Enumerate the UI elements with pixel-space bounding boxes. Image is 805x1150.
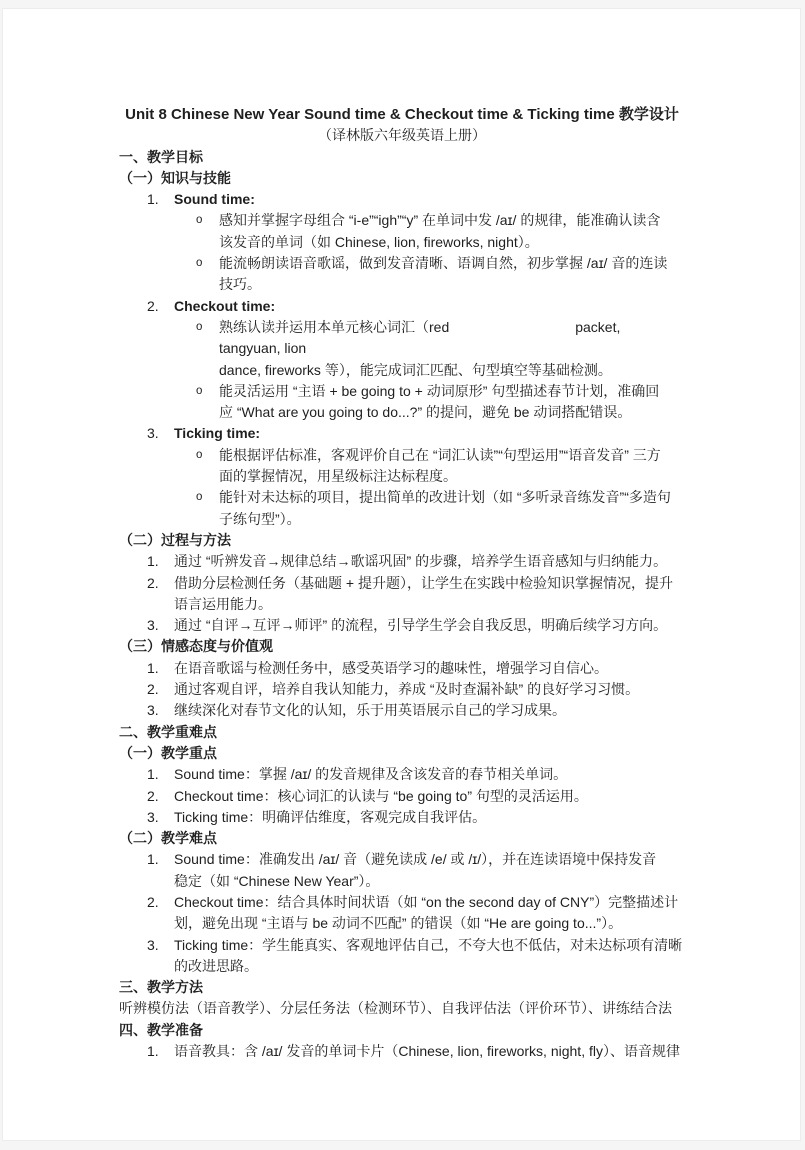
bullet-list-item	[119, 210, 685, 253]
list-number: 1.	[147, 191, 159, 208]
text-line: 通过 “听辨发音→规律总结→歌谣巩固” 的步骤，培养学生语音感知与归纳能力。	[174, 553, 668, 570]
text-line: 划，避免出现 “主语与 be 动词不匹配” 的错误（如 “He are going to...”）。	[174, 915, 623, 932]
list-number: 2.	[147, 574, 159, 591]
text-line: 借助分层检测任务（基础题 + 提升题），让学生在实践中检验知识掌握情况，提升	[174, 574, 673, 591]
text-lines	[174, 679, 685, 700]
text-line: dance, fireworks 等），能完成词汇匹配、句型填空等基础检测。	[219, 361, 612, 378]
subsection-heading	[119, 636, 685, 657]
text-line: （一）教学重点	[119, 744, 217, 761]
text-lines	[174, 658, 685, 679]
doc-title	[119, 104, 685, 125]
text-line: 一、教学目标	[119, 148, 203, 165]
numbered-list-item	[119, 296, 685, 317]
subsection-heading	[119, 743, 685, 764]
text-line: 该发音的单词（如 Chinese, lion, fireworks, night）。	[219, 233, 539, 250]
subsection-heading	[119, 530, 685, 551]
list-number: 1.	[147, 851, 159, 868]
text-line: 三、教学方法	[119, 979, 203, 996]
numbered-list-item	[119, 700, 685, 721]
numbered-list-item	[119, 786, 685, 807]
numbered-list-item	[119, 573, 685, 616]
bullet-icon: o	[196, 257, 203, 270]
text-line: 听辨模仿法（语音教学）、分层任务法（检测环节）、自我评估法（评价环节）、讲练结合法	[119, 1000, 672, 1017]
section-heading	[119, 1020, 685, 1041]
list-number: 1.	[147, 659, 159, 676]
text-lines	[119, 168, 685, 189]
numbered-list-item	[119, 764, 685, 785]
numbered-list-item	[119, 551, 685, 572]
text-lines	[119, 147, 685, 168]
text-lines	[119, 530, 685, 551]
subsection-heading	[119, 828, 685, 849]
text-line: （二）过程与方法	[119, 531, 231, 548]
text-line: 熟练认读并运用本单元核心词汇（red packet, tangyuan, lion	[219, 318, 625, 357]
list-number: 1.	[147, 766, 159, 783]
text-lines	[119, 1020, 685, 1041]
list-number: 1.	[147, 1043, 159, 1060]
text-lines	[119, 977, 685, 998]
numbered-list-item	[119, 615, 685, 636]
text-line: Ticking time：明确评估维度，客观完成自我评估。	[174, 808, 487, 825]
text-line: Sound time:	[174, 191, 255, 208]
text-line: 能流畅朗读语音歌谣，做到发音清晰、语调自然，初步掌握 /aɪ/ 音的连读	[219, 255, 668, 272]
list-number: 2.	[147, 297, 159, 314]
bullet-icon: o	[196, 491, 203, 504]
text-lines	[174, 615, 685, 636]
list-number: 3.	[147, 702, 159, 719]
text-line: Ticking time：学生能真实、客观地评估自己，不夸大也不低估，对未达标项有清晰	[174, 936, 683, 953]
text-line: 语言运用能力。	[174, 595, 272, 612]
text-lines	[219, 381, 685, 424]
text-line: 技巧。	[219, 276, 261, 293]
text-line: 四、教学准备	[119, 1021, 203, 1038]
numbered-list-item	[119, 658, 685, 679]
text-line: 面的掌握情况，用星级标注达标程度。	[219, 468, 457, 485]
list-number: 3.	[147, 425, 159, 442]
numbered-list-item	[119, 807, 685, 828]
text-lines	[219, 253, 685, 296]
numbered-list-item	[119, 423, 685, 444]
numbered-list-item	[119, 1041, 685, 1062]
numbered-list-item	[119, 679, 685, 700]
text-line: （三）情感态度与价值观	[119, 638, 273, 655]
document-page	[2, 8, 801, 1141]
bullet-list-item	[119, 487, 685, 530]
text-lines	[174, 892, 685, 935]
text-lines	[119, 636, 685, 657]
subsection-heading	[119, 168, 685, 189]
text-line: 语音教具：含 /aɪ/ 发音的单词卡片（Chinese, lion, fireworks, night, fly）、语音规律	[174, 1043, 680, 1060]
section-heading	[119, 977, 685, 998]
text-line: （一）知识与技能	[119, 169, 231, 186]
bullet-icon: o	[196, 214, 203, 227]
text-lines	[174, 786, 685, 807]
numbered-list-item	[119, 189, 685, 210]
text-lines	[174, 700, 685, 721]
text-lines	[174, 573, 685, 616]
text-lines	[119, 722, 685, 743]
list-number: 2.	[147, 787, 159, 804]
text-line: 感知并掌握字母组合 “i-e”“igh”“y” 在单词中发 /aɪ/ 的规律，能准确认读含	[219, 212, 661, 229]
bullet-icon: o	[196, 384, 203, 397]
text-line: 通过客观自评，培养自我认知能力，养成 “及时查漏补缺” 的良好学习习惯。	[174, 681, 640, 698]
text-line: Ticking time:	[174, 425, 261, 442]
text-lines	[219, 210, 685, 253]
text-line: Checkout time：结合具体时间状语（如 “on the second day of CNY”）完整描述计	[174, 893, 679, 910]
bullet-list-item	[119, 381, 685, 424]
text-lines	[119, 828, 685, 849]
text-lines	[174, 935, 685, 978]
numbered-list-item	[119, 892, 685, 935]
text-lines	[119, 998, 685, 1019]
list-number: 3.	[147, 808, 159, 825]
text-lines	[219, 445, 685, 488]
bullet-list-item	[119, 445, 685, 488]
text-line: 在语音歌谣与检测任务中，感受英语学习的趣味性，增强学习自信心。	[174, 659, 608, 676]
bullet-list-item	[119, 253, 685, 296]
text-line: 能根据评估标准，客观评价自己在 “词汇认读”“句型运用”“语音发音” 三方	[219, 446, 661, 463]
list-number: 2.	[147, 681, 159, 698]
text-lines	[174, 189, 685, 210]
section-heading	[119, 147, 685, 168]
numbered-list-item	[119, 849, 685, 892]
text-lines	[174, 296, 685, 317]
text-line: （二）教学难点	[119, 830, 217, 847]
text-lines	[174, 807, 685, 828]
text-lines	[119, 743, 685, 764]
document-content	[3, 9, 800, 1062]
text-lines	[174, 551, 685, 572]
text-line: 稳定（如 “Chinese New Year”）。	[174, 872, 380, 889]
text-line: 的改进思路。	[174, 957, 258, 974]
text-line: 继续深化对春节文化的认知，乐于用英语展示自己的学习成果。	[174, 702, 566, 719]
text-line: 应 “What are you going to do...?” 的提问，避免 be 动词搭配错误。	[219, 404, 632, 421]
list-number: 3.	[147, 617, 159, 634]
numbered-list-item	[119, 935, 685, 978]
text-line: Sound time：掌握 /aɪ/ 的发音规律及含该发音的春节相关单词。	[174, 766, 568, 783]
doc-subtitle	[119, 125, 685, 146]
text-lines	[219, 487, 685, 530]
text-line: Checkout time：核心词汇的认读与 “be going to” 句型的灵活运用。	[174, 787, 588, 804]
paragraph	[119, 998, 685, 1019]
text-line: 通过 “自评→互评→师评” 的流程，引导学生学会自我反思，明确后续学习方向。	[174, 617, 668, 634]
text-lines	[119, 104, 685, 125]
text-line: 能针对未达标的项目，提出简单的改进计划（如 “多听录音练发音”“多造句	[219, 489, 671, 506]
section-heading	[119, 722, 685, 743]
bullet-icon: o	[196, 320, 203, 333]
text-lines	[174, 849, 685, 892]
text-line: Checkout time:	[174, 297, 276, 314]
text-line: （译林版六年级英语上册）	[318, 127, 486, 144]
list-number: 1.	[147, 553, 159, 570]
list-number: 2.	[147, 893, 159, 910]
text-lines	[119, 125, 685, 146]
text-line: 能灵活运用 “主语 + be going to + 动词原形” 句型描述春节计划，准确回	[219, 382, 660, 399]
text-line: 二、教学重难点	[119, 723, 217, 740]
text-line: 子练句型”）。	[219, 510, 301, 527]
text-lines	[219, 317, 685, 381]
list-number: 3.	[147, 936, 159, 953]
text-line: Unit 8 Chinese New Year Sound time & Checkout time & Ticking time 教学设计	[125, 106, 679, 123]
bullet-list-item	[119, 317, 685, 381]
text-line: Sound time：准确发出 /aɪ/ 音（避免读成 /e/ 或 /ɪ/），并在连读语境中保持发音	[174, 851, 657, 868]
text-lines	[174, 423, 685, 444]
text-lines	[174, 1041, 685, 1062]
text-lines	[174, 764, 685, 785]
bullet-icon: o	[196, 448, 203, 461]
